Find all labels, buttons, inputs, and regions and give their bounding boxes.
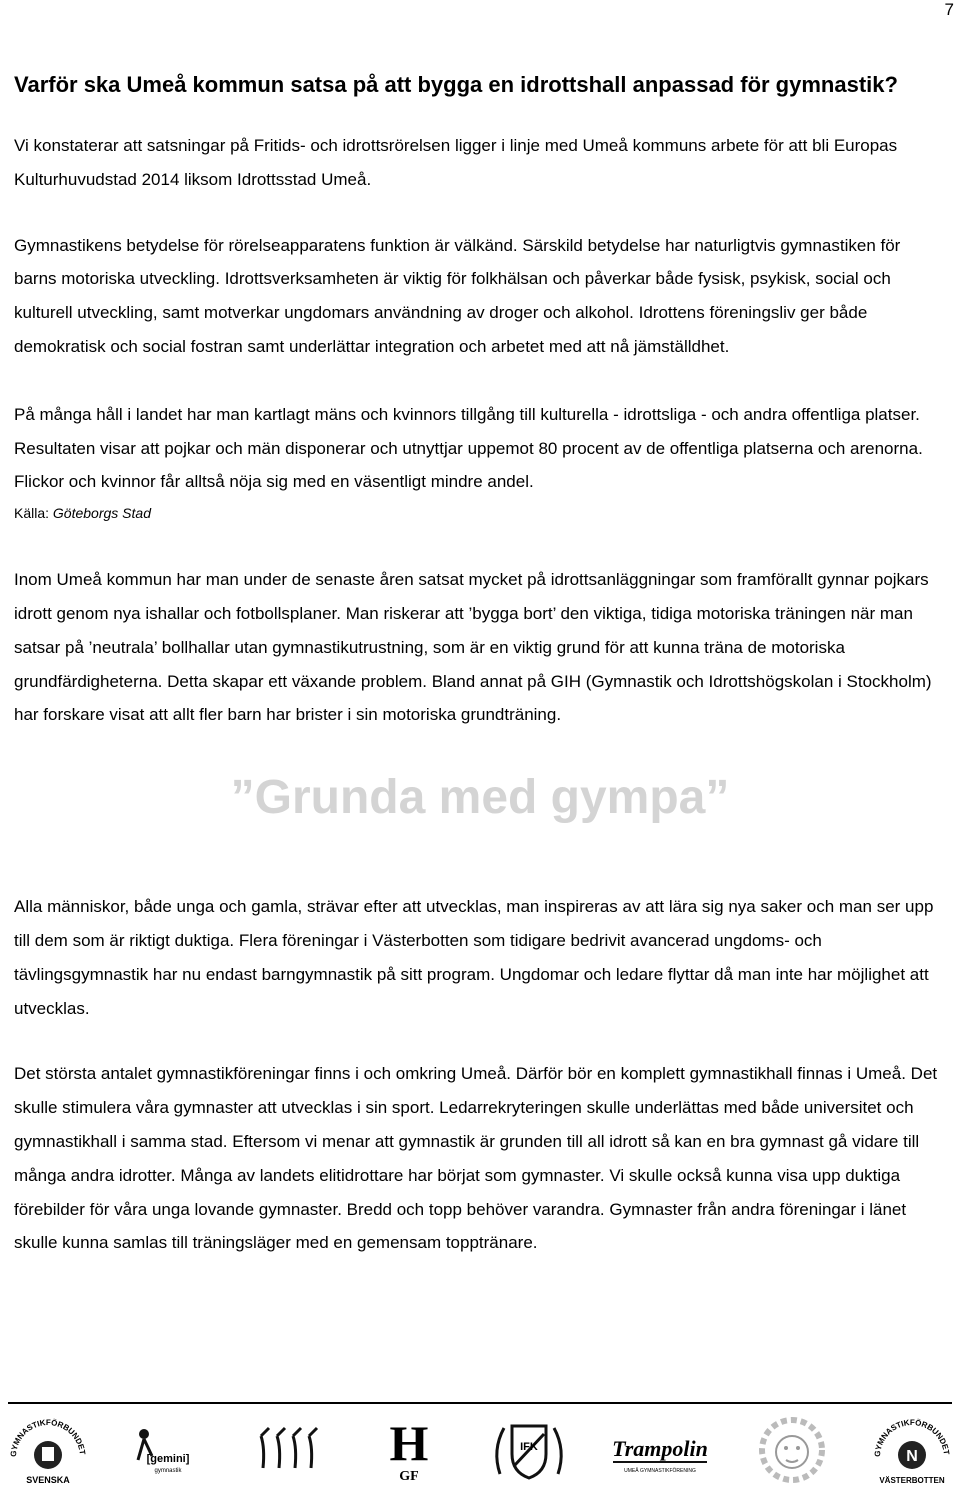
logo-2-bottom-text: gymnastik bbox=[154, 1468, 182, 1474]
lion-head-logo bbox=[748, 1413, 836, 1487]
page-heading: Varför ska Umeå kommun satsa på att bygga en idrottshall anpassad för gymnastik? bbox=[14, 72, 898, 97]
gemini-logo bbox=[124, 1413, 212, 1487]
logo-6-top-text: Trampolin bbox=[612, 1436, 709, 1461]
paragraph-3: På många håll i landet har man kartlagt mäns och kvinnors tillgång till kulturella - idrottsliga - och andra offentliga platser. Resultaten visar att pojkar och män disponerar och utnyttjar uppemot 80 procent av de offentliga platserna och arenorna. Flickor och kvinnor får alltså nöja sig med en väsentligt mindre andel. bbox=[14, 404, 923, 492]
document-body bbox=[14, 68, 944, 1260]
logo-1-top-text: GYMNASTIKFÖRBUNDET bbox=[8, 1417, 87, 1458]
sponsor-logo-row bbox=[4, 1412, 956, 1488]
paragraph-6: Det största antalet gymnastikföreningar finns i och omkring Umeå. Därför bör en komplett gymnastikhall finnas i Umeå. Det skulle stimulera våra gymnaster att utvecklas i sin sport. Ledarrekryteringen skulle underlättas med både universitet och gymnastikhall i samma stad. Eftersom vi menar att gymnastik är grunden till all idrott så kan en bra gymnast gå vidare till många andra idrotter. Många av landets elitidrottare har börjat som gymnaster. Vi skulle också kunna visa upp duktiga förebilder för våra unga lovande gymnaster. Bredd och topp behöver varandra. Gymnaster från andra föreningar i länet skulle kunna samlas till träningsläger med en gemensam topptränare. bbox=[14, 1064, 938, 1253]
logo-2-top-text: [gemini] bbox=[146, 1453, 190, 1465]
logo-5-text: IFK bbox=[520, 1441, 538, 1453]
source-label: Källa: bbox=[14, 505, 53, 522]
source-citation bbox=[14, 503, 944, 523]
trampolin-logo bbox=[605, 1413, 715, 1487]
footer-divider bbox=[8, 1402, 952, 1404]
paragraph-5: Alla människor, både unga och gamla, strävar efter att utvecklas, man inspireras av att lära sig nya saker och man ser upp till dem som är riktigt duktiga. Flera föreningar i Västerbotten som tidigare bedrivit avancerad ungdoms- och tävlingsgymnastik har nu endast barngymnastik på sitt program. Ungdomar och ledare flyttar då man inte har möjlighet att utvecklas. bbox=[14, 897, 934, 1018]
logo-4-bottom-text: GF bbox=[399, 1469, 419, 1484]
gymnastikforbundet-svenska-logo bbox=[4, 1413, 92, 1487]
page-number: 7 bbox=[944, 0, 954, 19]
hgf-logo bbox=[365, 1413, 453, 1487]
paragraph-4: Inom Umeå kommun har man under de senaste åren satsat mycket på idrottsanläggningar som framförallt gynnar pojkars idrott genom nya ishallar och fotbollsplaner. Man riskerar att ’bygga bort’ den viktiga, tidiga motoriska träningen när man satsar på ’neutrala’ bollhallar utan gymnastikutrustning, som är en viktig grund för att kunna träna de motoriska grundfärdigheterna. Detta skapar ett växande problem. Bland annat på GIH (Gymnastik och Idrottshögskolan i Stockholm) har forskare visat att allt fler barn har brister i sin motoriska grundträning. bbox=[14, 570, 932, 725]
gymnasts-silhouette-logo bbox=[245, 1413, 333, 1487]
ifk-crest-logo bbox=[485, 1413, 573, 1487]
logo-8-bottom-text: VÄSTERBOTTEN bbox=[879, 1476, 945, 1485]
source-value: Göteborgs Stad bbox=[52, 505, 151, 522]
svg-text:N: N bbox=[906, 1448, 918, 1465]
logo-1-bottom-text: SVENSKA bbox=[26, 1475, 70, 1485]
paragraph-2: Gymnastikens betydelse för rörelseapparatens funktion är välkänd. Särskild betydelse har naturligtvis gymnastiken för barns motoriska utveckling. Idrottsverksamheten är viktig för folkhälsan och påverkar både fysisk, psykisk, social och kulturell utveckling, samt motverkar ungdomars användning av droger och alkohol. Idrottens föreningsliv ger både demokratisk och social fostran samt underlättar integration och arbetet med att nå jämställdhet. bbox=[14, 235, 901, 356]
slogan: ”Grunda med gympa” bbox=[230, 771, 730, 825]
paragraph-1: Vi konstaterar att satsningar på Fritids- och idrottsrörelsen ligger i linje med Umeå kommuns arbete för att bli Europas Kulturhuvudstad 2014 liksom Idrottsstad Umeå. bbox=[14, 136, 898, 189]
logo-6-bottom-text: UMEÅ GYMNASTIKFÖRENING bbox=[624, 1468, 697, 1474]
logo-8-top-text: GYMNASTIKFÖRBUNDET bbox=[872, 1417, 951, 1458]
logo-4-top-text: H bbox=[389, 1415, 429, 1471]
gymnastikforbundet-vasterbotten-logo bbox=[868, 1413, 956, 1487]
